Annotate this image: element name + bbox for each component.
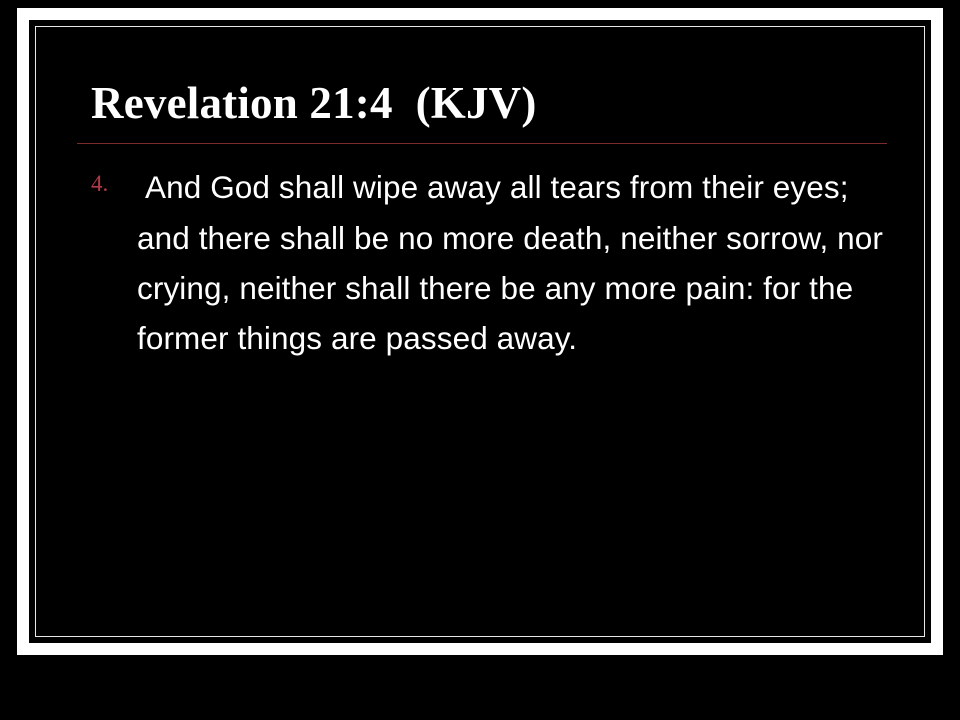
list-item — [77, 162, 887, 364]
slide-content — [77, 80, 887, 613]
verse-text: And God shall wipe away all tears from their eyes; and there shall be no more death, neither sorrow, nor crying, neither shall there be any more pain: for the former things are passed away. — [137, 169, 883, 357]
slide-inner-panel — [29, 20, 931, 643]
page-title: Revelation 21:4 (KJV) — [91, 78, 537, 128]
title-divider — [77, 143, 887, 144]
slide-outer-frame — [17, 8, 943, 655]
list-item-marker: 4. — [91, 171, 109, 197]
